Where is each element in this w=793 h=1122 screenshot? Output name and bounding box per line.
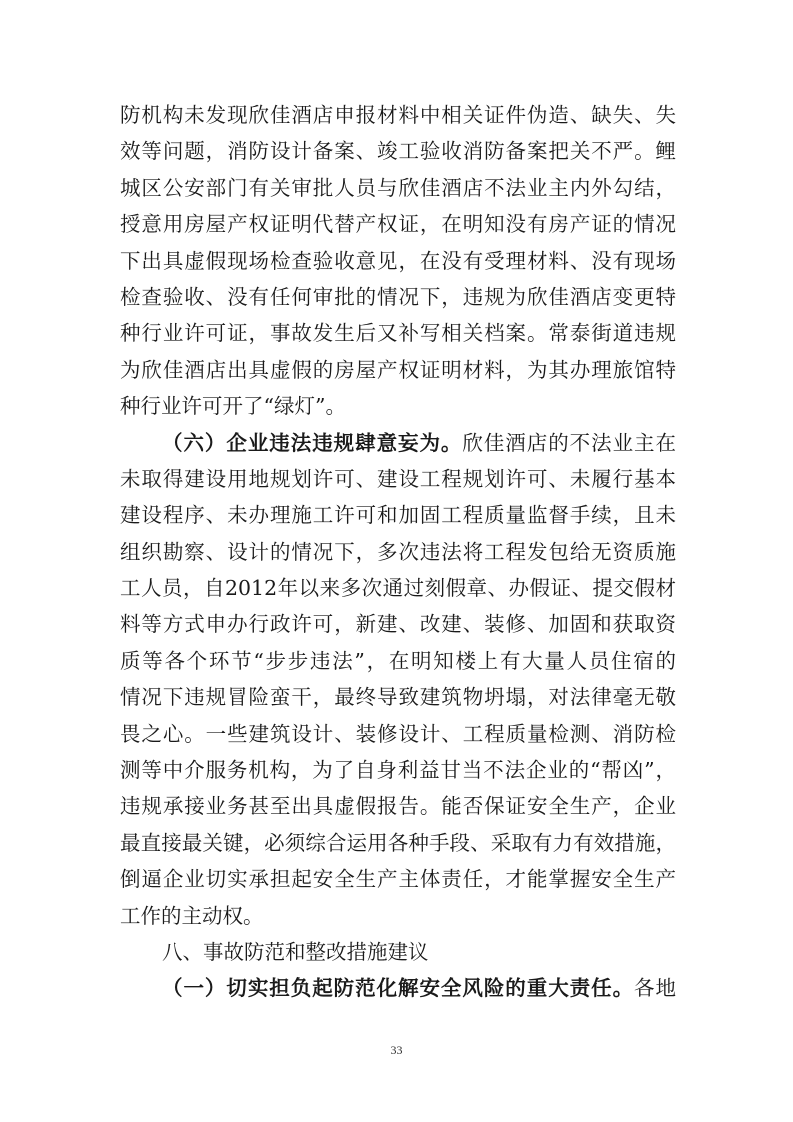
text-line: 下出具虚假现场检查验收意见，在没有受理材料、没有现场 bbox=[120, 248, 676, 273]
section-8-heading: 八、事故防范和整改措施建议 bbox=[162, 939, 429, 964]
text-line: 检查验收、没有任何审批的情况下，违规为欣佳酒店变更特 bbox=[120, 284, 676, 309]
text-line: 组织勘察、设计的情况下，多次违法将工程发包给无资质施 bbox=[120, 539, 676, 564]
text-line: 效等问题，消防设计备案、竣工验收消防备案把关不严。鲤 bbox=[120, 139, 676, 164]
text-line: 质等各个环节“步步违法”，在明知楼上有大量人员住宿的 bbox=[120, 648, 676, 673]
paragraph-8-1-lead-text: 各地 bbox=[634, 976, 677, 1001]
text-line: 种行业许可开了“绿灯”。 bbox=[120, 394, 346, 419]
text-line: 测等中介服务机构，为了自身利益甘当不法企业的“帮凶”， bbox=[120, 758, 676, 783]
text-line: 为欣佳酒店出具虚假的房屋产权证明材料，为其办理旅馆特 bbox=[120, 357, 676, 382]
text-line: 未取得建设用地规划许可、建设工程规划许可、未履行基本 bbox=[120, 466, 676, 491]
body-text bbox=[120, 97, 676, 1007]
paragraph-6-first-line bbox=[120, 425, 676, 461]
paragraph-8-1-first-line bbox=[120, 970, 676, 1006]
text-line: 工人员，自2012年以来多次通过刻假章、办假证、提交假材 bbox=[120, 576, 676, 601]
page-number: 33 bbox=[390, 1043, 403, 1057]
paragraph-6-lead-text: 欣佳酒店的不法业主在 bbox=[462, 430, 676, 455]
text-line: 工作的主动权。 bbox=[120, 903, 264, 928]
text-line: 防机构未发现欣佳酒店申报材料中相关证件伪造、缺失、失 bbox=[120, 103, 676, 127]
text-line: 料等方式申办行政许可，新建、改建、装修、加固和获取资 bbox=[120, 612, 676, 637]
text-line: 畏之心。一些建筑设计、装修设计、工程质量检测、消防检 bbox=[120, 721, 676, 746]
paragraph-8-1-heading: （一）切实担负起防范化解安全风险的重大责任。 bbox=[162, 976, 635, 1001]
text-line: 种行业许可证，事故发生后又补写相关档案。常泰街道违规 bbox=[120, 321, 676, 346]
text-line: 城区公安部门有关审批人员与欣佳酒店不法业主内外勾结， bbox=[120, 175, 676, 200]
text-line: 建设程序、未办理施工许可和加固工程质量监督手续，且未 bbox=[120, 503, 676, 528]
text-line: 授意用房屋产权证明代替产权证，在明知没有房产证的情况 bbox=[120, 212, 676, 237]
paragraph-6-heading: （六）企业违法违规肆意妄为。 bbox=[162, 430, 463, 455]
text-line: 倒逼企业切实承担起安全生产主体责任，才能掌握安全生产 bbox=[120, 867, 676, 892]
text-line: 违规承接业务甚至出具虚假报告。能否保证安全生产，企业 bbox=[120, 794, 676, 819]
text-line: 情况下违规冒险蛮干，最终导致建筑物坍塌，对法律毫无敬 bbox=[120, 685, 676, 710]
text-line: 最直接最关键，必须综合运用各种手段、采取有力有效措施， bbox=[120, 830, 676, 855]
